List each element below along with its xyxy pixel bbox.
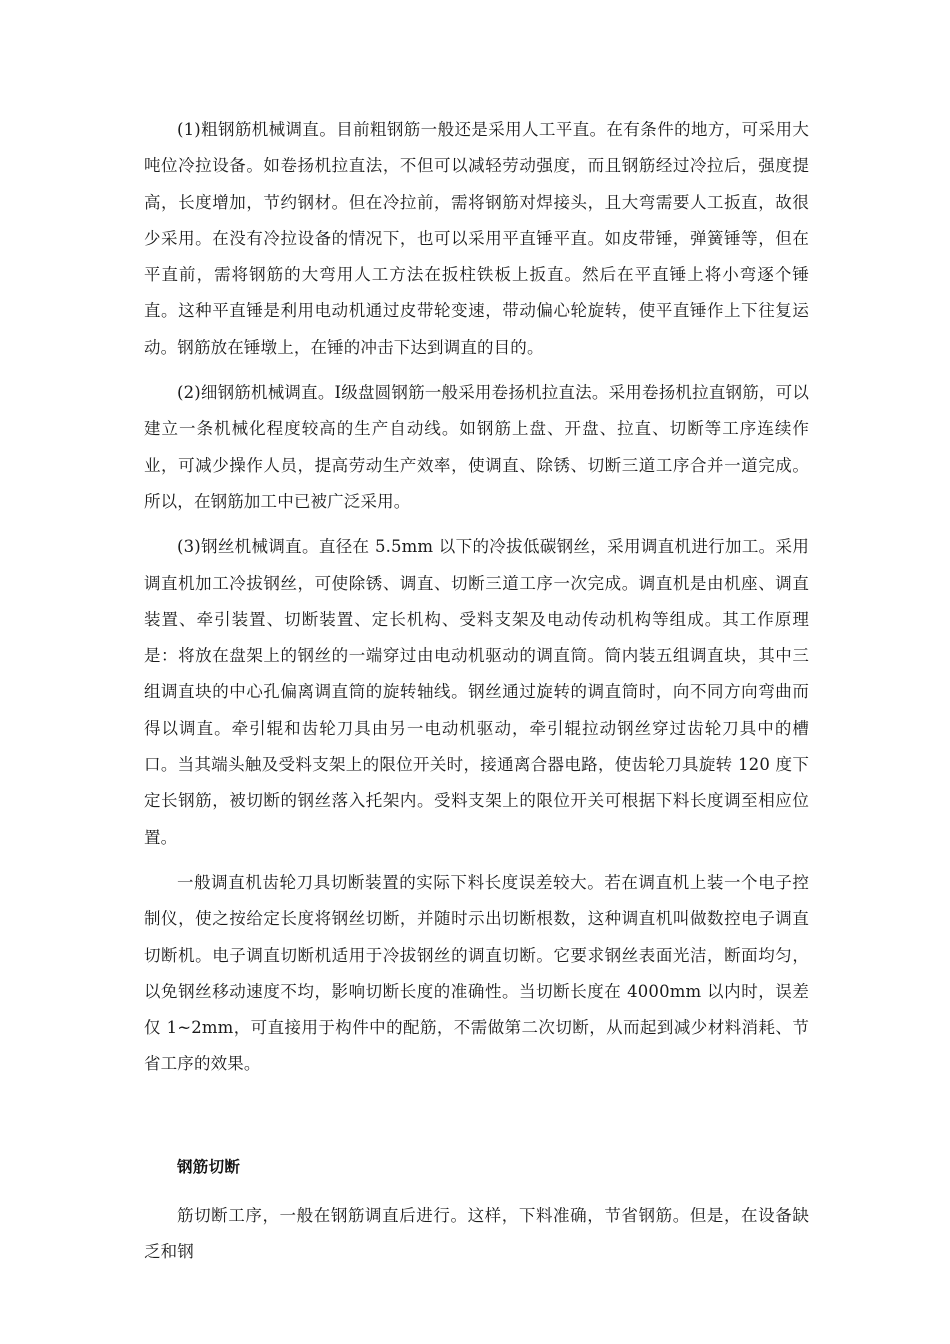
paragraph-cnc-straightening-cutter: 一般调直机齿轮刀具切断装置的实际下料长度误差较大。若在调直机上装一个电子控制仪，使之按给定长度将钢丝切断，并随时示出切断根数，这种调直机叫做数控电子调直切断机。电子调直切断机适用于冷拔钢丝的调直切断。它要求钢丝表面光洁，断面均匀，以免钢丝移动速度不均，影响切断长度的准确性。当切断长度在 4000mm 以内时，误差仅 1~2mm，可直接用于构件中的配筋，不需做第二次切断，从而起到减少材料消耗、节省工序的效果。 (144, 872, 809, 1074)
paragraph-wire-straightening: (3)钢丝机械调直。直径在 5.5mm 以下的冷拔低碳钢丝，采用调直机进行加工。采用调直机加工冷拔钢丝，可使除锈、调直、切断三道工序一次完成。调直机是由机座、调直装置、牵引装置、切断装置、定长机构、受料支架及电动传动机构等组成。其工作原理是：将放在盘架上的钢丝的一端穿过由电动机驱动的调直筒。筒内装五组调直块，其中三组调直块的中心孔偏离调直筒的旋转轴线。钢丝通过旋转的调直筒时，向不同方向弯曲而得以调直。牵引辊和齿轮刀具由另一电动机驱动，牵引辊拉动钢丝穿过齿轮刀具中的槽口。当其端头触及受料支架上的限位开关时，接通离合器电路，使齿轮刀具旋转 120 度下定长钢筋，被切断的钢丝落入托架内。受料支架上的限位开关可根据下料长度调至相应位置。 (144, 537, 809, 847)
paragraph-rebar-cutting-intro: 筋切断工序，一般在钢筋调直后进行。这样，下料准确，节省钢筋。但是，在设备缺乏和钢 (144, 1206, 809, 1262)
document-body (144, 112, 809, 1083)
section-body-rebar-cutting (144, 1198, 809, 1271)
section-heading-rebar-cutting: 钢筋切断 (177, 1158, 241, 1176)
paragraph-fine-rebar-straightening: (2)细钢筋机械调直。Ⅰ级盘圆钢筋一般采用卷扬机拉直法。采用卷扬机拉直钢筋，可以建立一条机械化程度较高的生产自动线。如钢筋上盘、开盘、拉直、切断等工序连续作业，可减少操作人员，提高劳动生产效率，使调直、除锈、切断三道工序合并一道完成。所以，在钢筋加工中已被广泛采用。 (144, 383, 809, 511)
paragraph-coarse-rebar-straightening: (1)粗钢筋机械调直。目前粗钢筋一般还是采用人工平直。在有条件的地方，可采用大吨位冷拉设备。如卷扬机拉直法，不但可以减轻劳动强度，而且钢筋经过冷拉后，强度提高，长度增加，节约钢材。但在冷拉前，需将钢筋对焊接头，且大弯需要人工扳直，故很少采用。在没有冷拉设备的情况下，也可以采用平直锤平直。如皮带锤，弹簧锤等，但在平直前，需将钢筋的大弯用人工方法在扳柱铁板上扳直。然后在平直锤上将小弯逐个锤直。这种平直锤是利用电动机通过皮带轮变速，带动偏心轮旋转，使平直锤作上下往复运动。钢筋放在锤墩上，在锤的冲击下达到调直的目的。 (144, 120, 809, 357)
